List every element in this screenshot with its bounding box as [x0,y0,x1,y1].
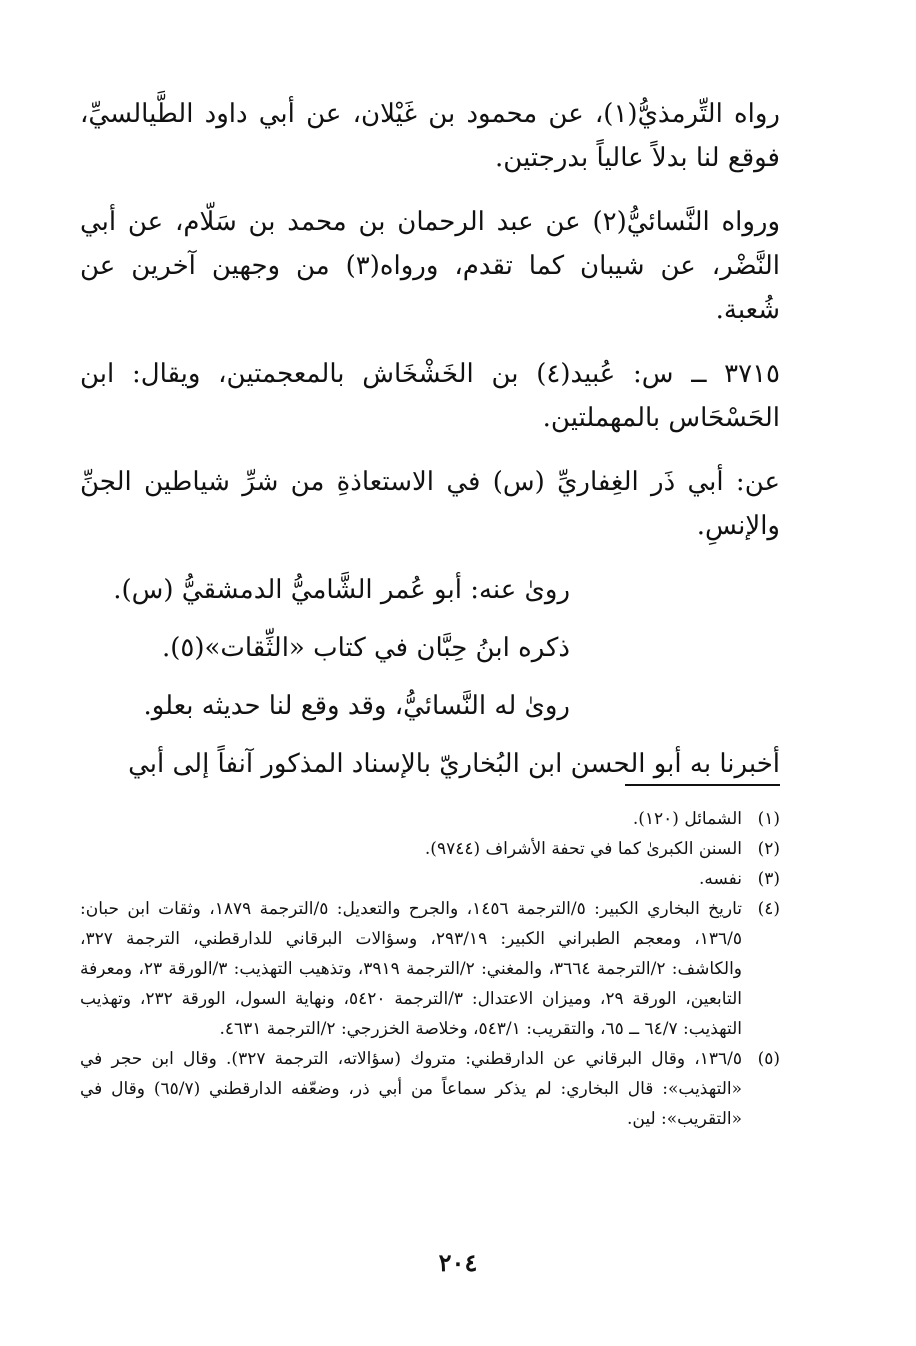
footnote-text: السنن الكبرىٰ كما في تحفة الأشراف (٩٧٤٤). [424,839,742,859]
paragraph-1: رواه التِّرمذيُّ(١)، عن محمود بن غَيْلان، عن أبي داود الطَّيالسيِّ، فوقع لنا بدلاً عالياً بدرجتين. [80,99,780,173]
indented-line-1: روىٰ عنه: أبو عُمر الشَّاميُّ الدمشقيُّ (س). [113,575,570,605]
footnote-2 [80,834,780,864]
footnote-number: (٥) [757,1049,780,1069]
footnote-4 [80,894,780,1044]
footnote-text: الشمائل (١٢٠). [632,809,742,829]
main-text [80,92,780,806]
footnote-5 [80,1044,780,1134]
footnote-separator [625,784,780,786]
paragraph-3-entry-3715: ٣٧١٥ ــ س: عُبيد(٤) بن الخَشْخَاش بالمعجمتين، ويقال: ابن الحَسْحَاس بالمهملتين. [80,359,780,433]
page-number: ٢٠٤ [438,1248,478,1277]
footnote-number: (٢) [757,839,780,859]
indented-line-2: ذكره ابنُ حِبَّان في كتاب «الثِّقات»(٥). [161,633,570,663]
indented-line-3: روىٰ له النَّسائيُّ، وقد وقع لنا حديثه بعلو. [143,691,570,721]
footnote-text: تاريخ البخاري الكبير: ٥/الترجمة ١٤٥٦، والجرح والتعديل: ٥/الترجمة ١٨٧٩، وثقات ابن حبان: ١٣٦/٥، ومعجم الطبراني الكبير: ٢٩٣/١٩، وسؤالات البرقاني للدارقطني، الترجمة ٣٢٧، والكاشف: ٢/الترجمة ٣٦٦٤، والمغني: ٢/الترجمة ٣٩١٩، وتذهيب التهذيب: ٣/الورقة ٢٣، ومعرفة التابعين، الورقة ٢٩، وميزان الاعتدال: ٣/الترجمة ٥٤٢٠، ونهاية السول، الورقة ٢٣٢، وتهذيب التهذيب: ٦٤/٧ ــ ٦٥، والتقريب: ٥٤٣/١، وخلاصة الخزرجي: ٢/الترجمة ٤٦٣١. [80,899,743,1039]
paragraph-4: عن: أبي ذَر الغِفاريِّ (س) في الاستعاذةِ من شرِّ شياطين الجنِّ والإنسِ. [80,467,780,541]
footnotes [80,804,780,1134]
paragraph-2: ورواه النَّسائيُّ(٢) عن عبد الرحمان بن محمد بن سَلّام، عن أبي النَّضْر، عن شيبان كما تقدم، ورواه(٣) من وجهين آخرين عن شُعبة. [80,207,780,325]
footnote-3 [80,864,780,894]
footnote-text: ١٣٦/٥، وقال البرقاني عن الدارقطني: متروك (سؤالاته، الترجمة ٣٢٧). وقال ابن حجر في «التهذيب»: قال البخاري: لم يذكر سماعاً من أبي ذر، وضعّفه الدارقطني (٦٥/٧) وقال في «التقريب»: لين. [80,1049,743,1129]
paragraph-last: أخبرنا به أبو الحسن ابن البُخاريّ بالإسناد المذكور آنفاً إلى أبي [128,749,780,779]
footnote-text: نفسه. [698,869,742,889]
footnote-number: (٤) [757,899,780,919]
footnote-1 [80,804,780,834]
footnote-number: (٣) [757,869,780,889]
footnote-number: (١) [757,809,780,829]
